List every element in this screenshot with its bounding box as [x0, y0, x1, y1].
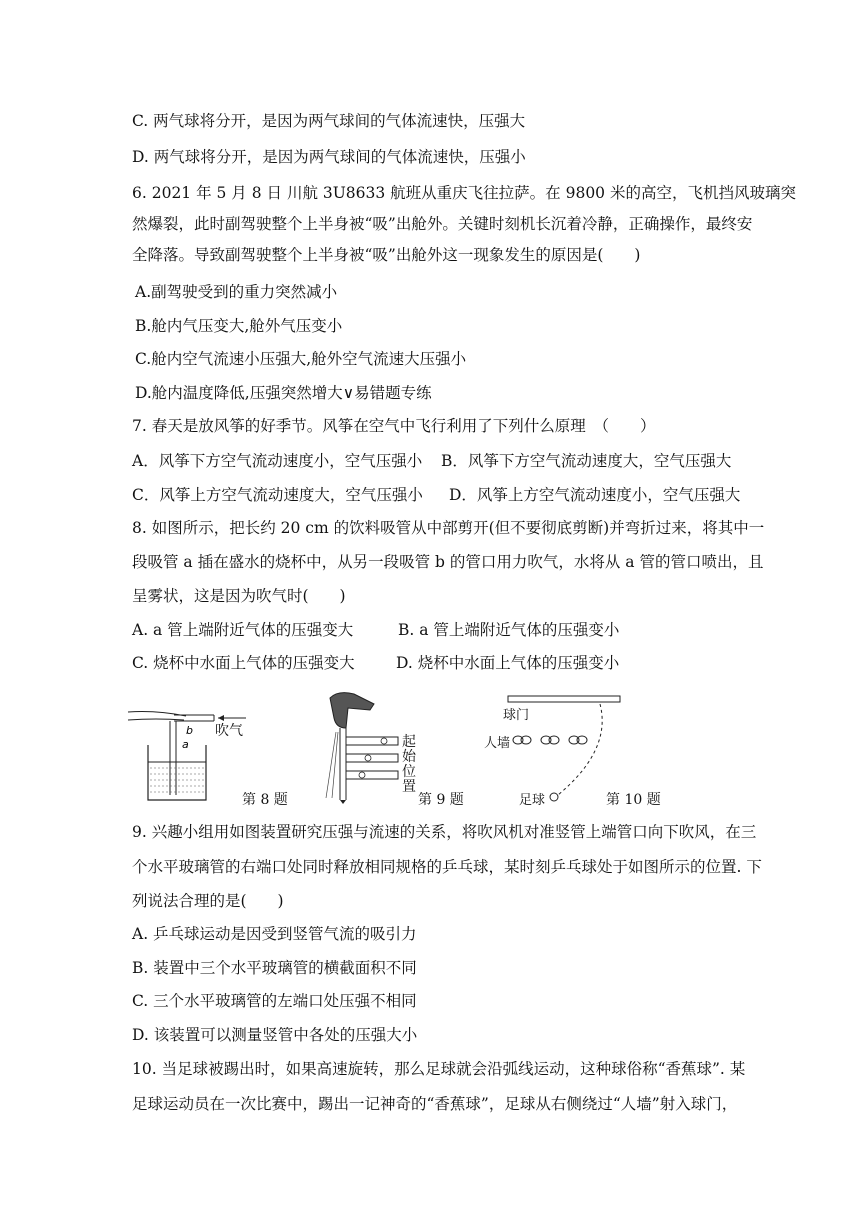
- hair-dryer-icon: [330, 693, 374, 728]
- q6-option-c: C.舱内空气流速小压强大,舱外空气流速大压强小: [135, 350, 467, 368]
- ball-icon: [550, 793, 558, 801]
- q9-option-a: A. 乒乓球运动是因受到竖管气流的吸引力: [132, 925, 417, 943]
- q7-stem: 7. 春天是放风筝的好季节。风筝在空气中飞行利用了下列什么原理 （ ）: [132, 417, 656, 435]
- label-wall: 人墙: [484, 736, 511, 751]
- figure-9-caption: 第 9 题: [418, 792, 464, 808]
- goal-bar: [508, 696, 620, 702]
- q8-option-a: A. a 管上端附近气体的压强变大: [132, 621, 354, 639]
- q6-stem-line3: 全降落。导致副驾驶整个上半身被“吸”出舱外这一现象发生的原因是( ): [132, 246, 641, 264]
- q10-stem-line1: 10. 当足球被踢出时，如果高速旋转，那么足球就会沿弧线运动，这种球俗称“香蕉球”. 某: [132, 1060, 746, 1078]
- q7-option-d: D．风筝上方空气流动速度小，空气压强大: [449, 486, 741, 504]
- label-blow: 吹气: [215, 723, 243, 739]
- q6-option-d: D.舱内温度降低,压强突然增大∨易错题专练: [135, 384, 432, 402]
- figure-8-caption: 第 8 题: [242, 792, 288, 808]
- label-start-position: 起 始 位 置: [402, 734, 416, 795]
- label-b: b: [186, 724, 193, 737]
- q8-option-b: B. a 管上端附近气体的压强变小: [398, 621, 620, 639]
- q9-option-c: C. 三个水平玻璃管的左端口处压强不相同: [132, 992, 417, 1010]
- figure-8-straw-beaker: [126, 700, 256, 805]
- q6-stem-line1: 6. 2021 年 5 月 8 日 川航 3U8633 航班从重庆飞往拉萨。在 9800 米的高空，飞机挡风玻璃突: [132, 184, 796, 202]
- q9-stem-line3: 列说法合理的是( ): [132, 892, 284, 910]
- q8-option-c: C. 烧杯中水面上气体的压强变大: [132, 654, 355, 672]
- figure-10-caption: 第 10 题: [606, 792, 661, 808]
- label-ball: 足球: [519, 793, 546, 808]
- q7-option-a: A．风筝下方空气流动速度小，空气压强小: [132, 452, 423, 470]
- q6-option-a: A.副驾驶受到的重力突然减小: [135, 283, 338, 301]
- q6-stem-line2: 然爆裂，此时副驾驶整个上半身被“吸”出舱外。关键时刻机长沉着冷静，正确操作，最终安: [132, 215, 753, 233]
- q8-stem-line1: 8. 如图所示，把长约 20 cm 的饮料吸管从中部剪开(但不要彻底剪断)并弯折过来，将其中一: [132, 519, 765, 537]
- q8-option-d: D. 烧杯中水面上气体的压强变小: [396, 654, 620, 672]
- q7-option-b: B．风筝下方空气流动速度大，空气压强大: [441, 452, 732, 470]
- q8-stem-line2: 段吸管 a 插在盛水的烧杯中，从另一段吸管 b 的管口用力吹气，水将从 a 管的管口喷出，且: [132, 553, 764, 571]
- q6-option-b: B.舱内气压变大,舱外气压变小: [135, 317, 343, 335]
- q5-option-d: D. 两气球将分开，是因为两气球间的气体流速快，压强小: [132, 148, 526, 166]
- q9-option-d: D. 该装置可以测量竖管中各处的压强大小: [132, 1026, 418, 1044]
- q10-stem-line2: 足球运动员在一次比赛中，踢出一记神奇的“香蕉球”，足球从右侧绕过“人墙”射入球门，: [132, 1095, 738, 1113]
- label-a: a: [182, 738, 189, 751]
- q8-stem-line3: 呈雾状，这是因为吹气时( ): [132, 587, 346, 605]
- q7-option-c: C．风筝上方空气流动速度大，空气压强小: [132, 486, 423, 504]
- q5-option-c: C. 两气球将分开，是因为两气球间的气体流速快，压强大: [132, 112, 526, 130]
- q9-option-b: B. 装置中三个水平玻璃管的横截面积不同: [132, 959, 417, 977]
- q9-stem-line2: 个水平玻璃管的右端口处同时释放相同规格的乒乓球，某时刻乒乓球处于如图所示的位置. 下: [132, 858, 762, 876]
- q9-stem-line1: 9. 兴趣小组用如图装置研究压强与流速的关系，将吹风机对准竖管上端管口向下吹风，在三: [132, 823, 757, 841]
- label-goal: 球门: [503, 708, 530, 723]
